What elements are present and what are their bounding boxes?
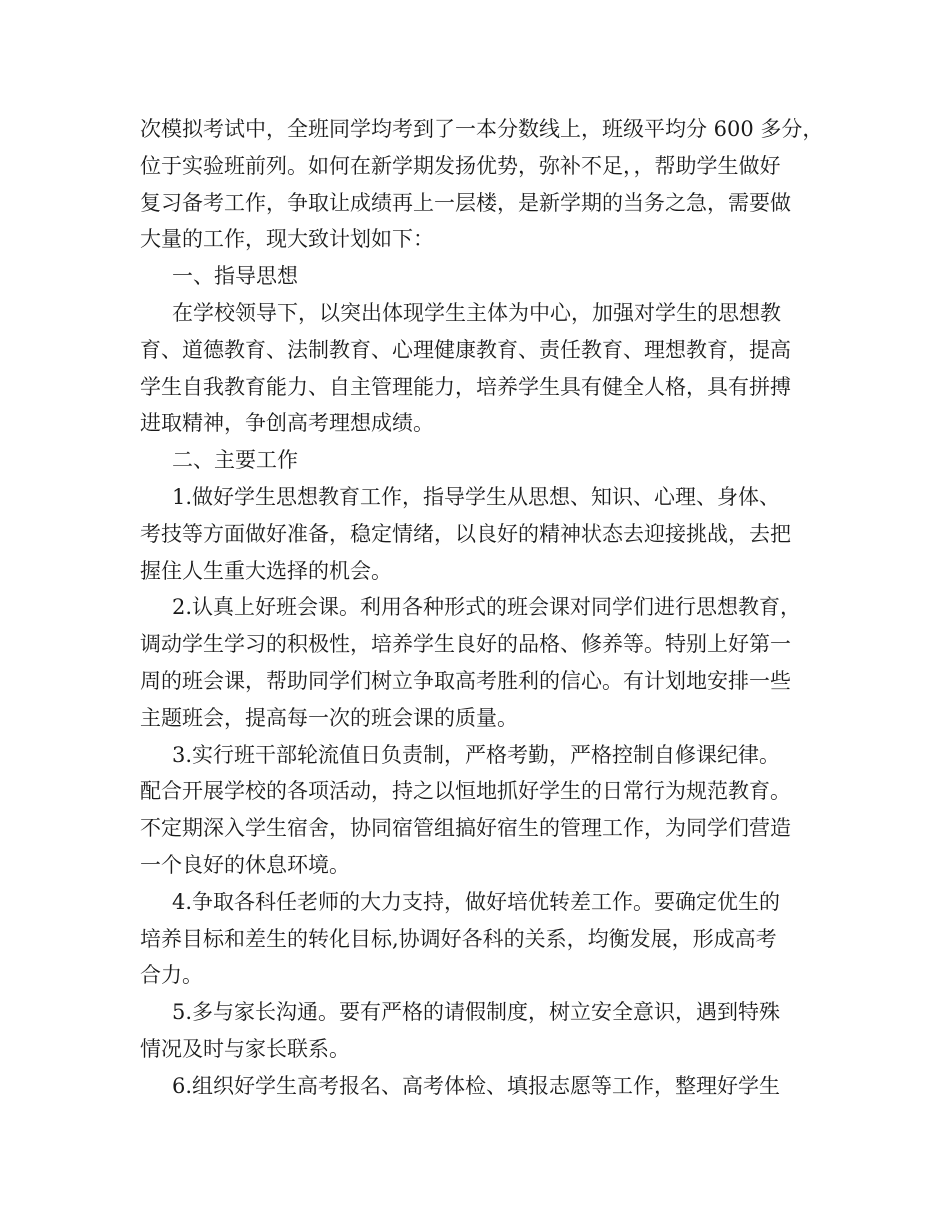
document-body [140, 111, 830, 1105]
text-line: 学生自我教育能力、自主管理能力，培养学生具有健全人格，具有拼搏 [140, 374, 791, 399]
paragraph-item-2 [140, 589, 830, 736]
text-line: 握住人生重大选择的机会。 [140, 558, 392, 583]
text-line: 不定期深入学生宿舍，协同宿管组搞好宿生的管理工作，为同学们营造 [140, 816, 791, 841]
paragraph-item-1 [140, 479, 830, 589]
text-line: 大量的工作，现大致计划如下： [140, 227, 434, 252]
text-line: 主题班会，提高每一次的班会课的质量。 [140, 705, 518, 730]
paragraph-item-6 [140, 1068, 830, 1105]
text-line: 调动学生学习的积极性，培养学生良好的品格、修养等。特别上好第一 [140, 632, 791, 657]
paragraph-heading-1 [140, 258, 830, 295]
text-line: 育、道德教育、法制教育、心理健康教育、责任教育、理想教育，提高 [140, 337, 791, 362]
text-line: 在学校领导下，以突出体现学生主体为中心，加强对学生的思想教 [172, 300, 781, 325]
text-line: 考技等方面做好准备，稳定情绪，以良好的精神状态去迎接挑战，去把 [140, 521, 791, 546]
text-line: 5.多与家长沟通。要有严格的请假制度，树立安全意识，遇到特殊 [172, 1000, 781, 1025]
text-line: 进取精神，争创高考理想成绩。 [140, 411, 434, 436]
paragraph-guiding-thought [140, 295, 830, 442]
text-line: 情况及时与家长联系。 [140, 1036, 350, 1061]
paragraph-item-4 [140, 884, 830, 994]
paragraph-intro [140, 111, 830, 258]
paragraph-item-3 [140, 737, 830, 884]
text-line: 二、主要工作 [172, 448, 298, 473]
text-line: 6.组织好学生高考报名、高考体检、填报志愿等工作，整理好学生 [172, 1073, 781, 1098]
text-line: 配合开展学校的各项活动，持之以恒地抓好学生的日常行为规范教育。 [140, 779, 791, 804]
text-line: 复习备考工作，争取让成绩再上一层楼，是新学期的当务之急，需要做 [140, 190, 791, 215]
text-line: 一个良好的休息环境。 [140, 852, 350, 877]
text-line: 次模拟考试中，全班同学均考到了一本分数线上，班级平均分 600 多分， [140, 117, 824, 141]
text-line: 位于实验班前列。如何在新学期发扬优势，弥补不足，，帮助学生做好 [140, 153, 781, 178]
text-line: 周的班会课，帮助同学们树立争取高考胜利的信心。有计划地安排一些 [140, 668, 791, 693]
text-line: 4.争取各科任老师的大力支持，做好培优转差工作。要确定优生的 [172, 889, 781, 914]
paragraph-heading-2 [140, 442, 830, 479]
text-line: 合力。 [140, 963, 203, 988]
text-line: 3.实行班干部轮流值日负责制，严格考勤，严格控制自修课纪律。 [172, 742, 781, 767]
text-line: 1.做好学生思想教育工作，指导学生从思想、知识、心理、身体、 [172, 484, 781, 509]
text-line: 一、指导思想 [172, 264, 298, 289]
text-line: 2.认真上好班会课。利用各种形式的班会课对同学们进行思想教育， [172, 595, 802, 620]
text-line: 培养目标和差生的转化目标,协调好各科的关系，均衡发展，形成高考 [140, 926, 777, 951]
paragraph-item-5 [140, 994, 830, 1068]
